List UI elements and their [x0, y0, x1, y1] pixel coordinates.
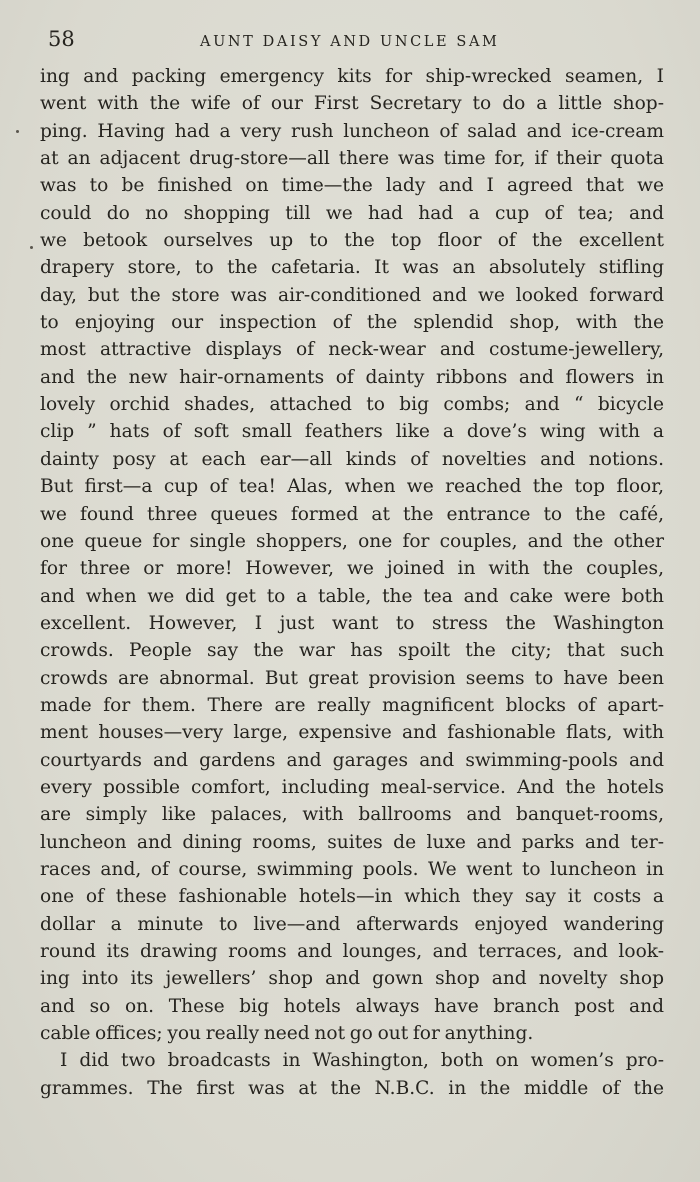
text-line: dainty posy at each ear—all kinds of novelties and notions.	[40, 448, 664, 470]
text-line: every possible comfort, including meal-service. And the hotels	[40, 776, 664, 798]
text-line: ment houses—very large, expensive and fashionable flats, with	[40, 722, 664, 744]
text-line: ing and packing emergency kits for ship-wrecked seamen, I	[40, 66, 664, 87]
text-line: crowds are abnormal. But great provision seems to have been	[40, 667, 664, 689]
text-line: to enjoying our inspection of the splendid shop, with the	[40, 312, 664, 334]
text-line: one queue for single shoppers, one for couples, and the other	[40, 530, 664, 552]
text-line: round its drawing rooms and lounges, and terraces, and look-	[40, 941, 664, 962]
text-line: and when we did get to a table, the tea and cake were both	[40, 585, 664, 607]
text-line: But first—a cup of tea! Alas, when we reached the top floor,	[40, 476, 664, 498]
page-number: 58	[48, 27, 75, 51]
paragraph-start-line: I did two broadcasts in Washington, both on women’s pro-	[60, 1050, 664, 1072]
text-line: crowds. People say the war has spoilt the city; that such	[40, 640, 664, 662]
text-line: we found three queues formed at the entrance to the café,	[40, 503, 664, 525]
body-text	[40, 63, 664, 1102]
text-line: ping. Having had a very rush luncheon of salad and ice-cream	[40, 120, 664, 142]
text-line: races and, of course, swimming pools. We went to luncheon in	[40, 858, 664, 880]
ink-speck	[16, 130, 19, 133]
text-line: went with the wife of our First Secretary to do a little shop-	[40, 93, 664, 115]
text-line: dollar a minute to live—and afterwards enjoyed wandering	[40, 913, 664, 935]
text-line: lovely orchid shades, attached to big combs; and “ bicycle	[40, 394, 664, 416]
text-line: ing into its jewellers’ shop and gown shop and novelty shop	[40, 968, 664, 990]
text-line: was to be finished on time—the lady and I agreed that we	[40, 175, 664, 197]
text-line: luncheon and dining rooms, suites de luxe and parks and ter-	[40, 831, 664, 853]
text-line: grammes. The first was at the N.B.C. in the middle of the	[40, 1077, 664, 1099]
text-line: most attractive displays of neck-wear and costume-jewellery,	[40, 339, 664, 361]
text-line: and so on. These big hotels always have branch post and	[40, 995, 664, 1017]
text-line: day, but the store was air-conditioned and we looked forward	[40, 284, 664, 306]
text-line: could do no shopping till we had had a cup of tea; and	[40, 202, 664, 224]
text-line: clip ” hats of soft small feathers like a dove’s wing with a	[40, 421, 664, 443]
paragraph-end-line: cable offices; you really need not go out for anything.	[40, 1023, 534, 1045]
text-line: at an adjacent drug-store—all there was time for, if their quota	[40, 148, 664, 170]
text-line: drapery store, to the cafetaria. It was an absolutely stifling	[40, 257, 664, 279]
text-line: are simply like palaces, with ballrooms and banquet-rooms,	[40, 804, 664, 826]
ink-speck	[30, 246, 33, 249]
running-head	[40, 24, 670, 54]
text-line: one of these fashionable hotels—in which they say it costs a	[40, 886, 664, 908]
text-line: made for them. There are really magnificent blocks of apart-	[40, 694, 664, 716]
text-line: we betook ourselves up to the top floor of the excellent	[40, 230, 664, 252]
running-title: AUNT DAISY AND UNCLE SAM	[200, 34, 500, 50]
text-line: excellent. However, I just want to stress the Washington	[40, 612, 664, 634]
text-line: courtyards and gardens and garages and swimming-pools and	[40, 749, 664, 771]
text-line: and the new hair-ornaments of dainty ribbons and flowers in	[40, 366, 664, 388]
text-line: for three or more! However, we joined in with the couples,	[40, 558, 664, 580]
